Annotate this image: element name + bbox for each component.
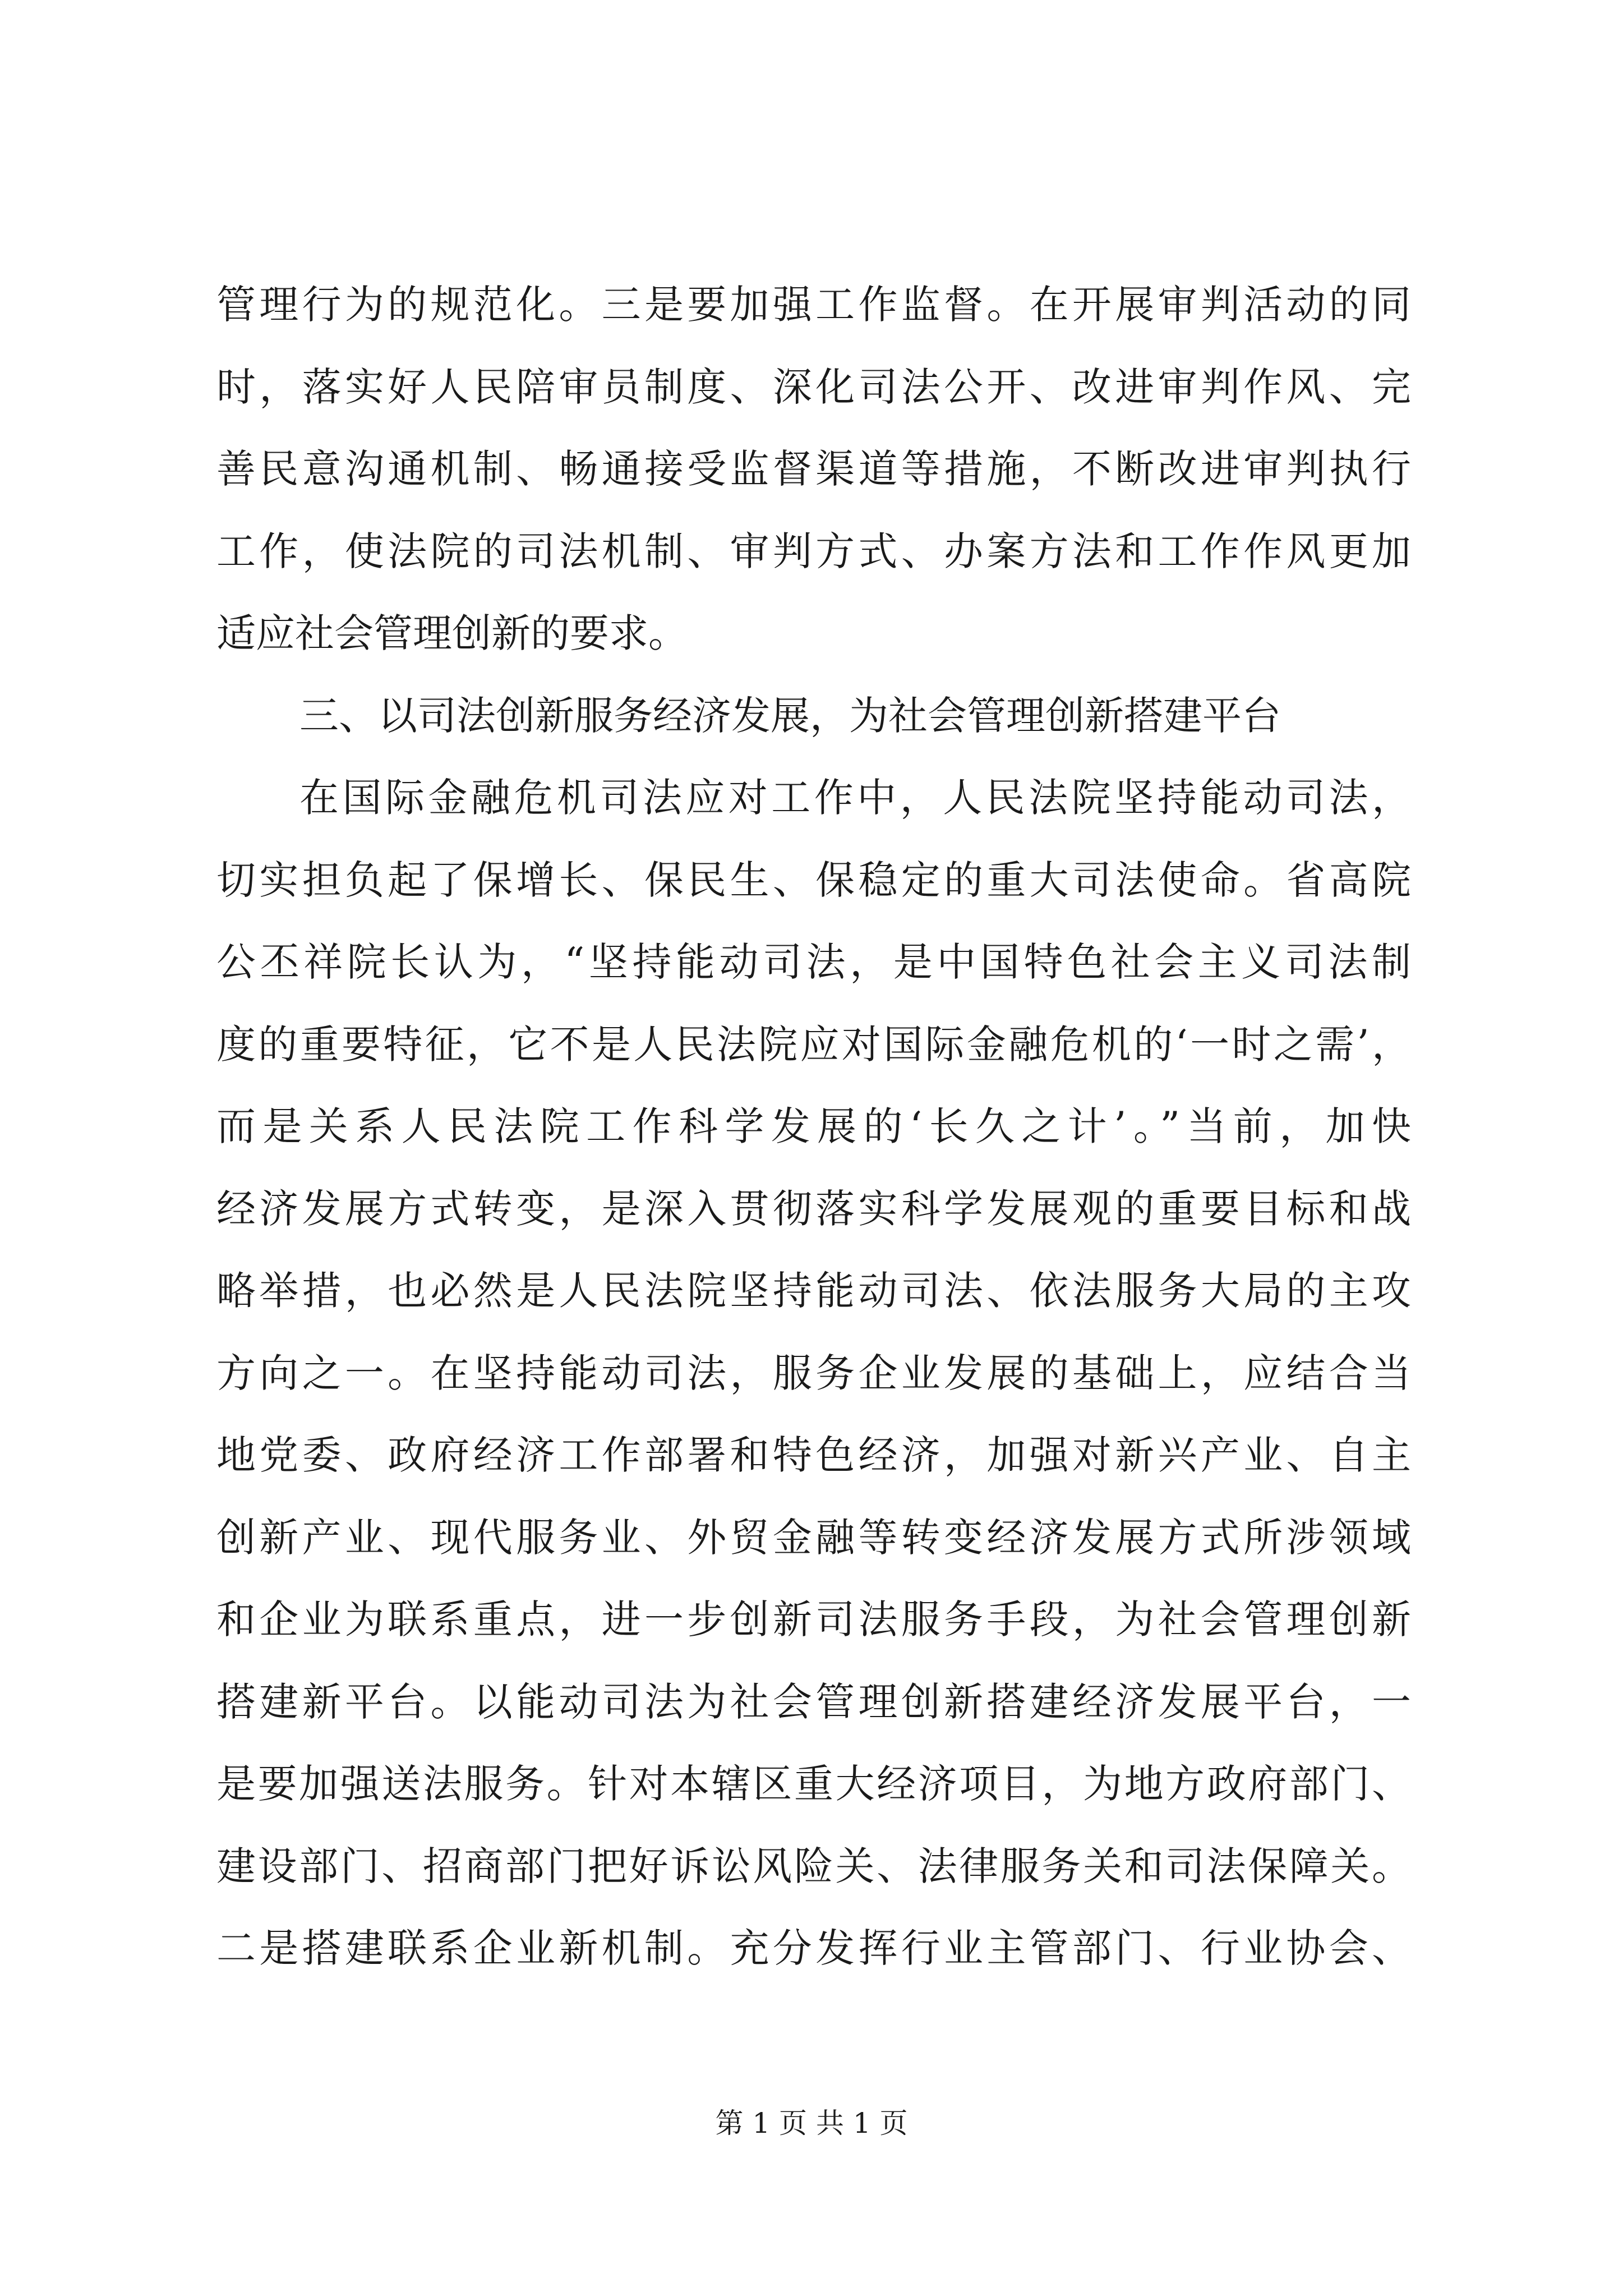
text-line: 适应社会管理创新的要求。 — [216, 610, 688, 656]
text-line: 二是搭建联系企业新机制。充分发挥行业主管部门、行业协会、 — [216, 1925, 1411, 1971]
text-line: 时，落实好人民陪审员制度、深化司法公开、改进审判作风、完 — [216, 364, 1411, 410]
text-line: 方向之一。在坚持能动司法，服务企业发展的基础上，应结合当 — [216, 1350, 1411, 1396]
text-line: 在国际金融危机司法应对工作中，人民法院坚持能动司法， — [299, 775, 1411, 821]
text-line: 公丕祥院长认为，“坚持能动司法，是中国特色社会主义司法制 — [216, 939, 1411, 985]
text-line: 管理行为的规范化。三是要加强工作监督。在开展审判活动的同 — [216, 282, 1411, 328]
text-line: 度的重要特征，它不是人民法院应对国际金融危机的‘一时之需’， — [216, 1021, 1411, 1068]
text-line: 工作，使法院的司法机制、审判方式、办案方法和工作作风更加 — [216, 528, 1411, 574]
text-line: 是要加强送法服务。针对本辖区重大经济项目，为地方政府部门、 — [216, 1761, 1411, 1807]
page-footer: 第 1 页 共 1 页 — [715, 2107, 908, 2139]
text-line: 而是关系人民法院工作科学发展的‘长久之计’。”当前，加快 — [216, 1103, 1411, 1149]
body-text — [216, 264, 1411, 1990]
text-line: 切实担负起了保增长、保民生、保稳定的重大司法使命。省高院 — [216, 857, 1411, 903]
text-line: 善民意沟通机制、畅通接受监督渠道等措施，不断改进审判执行 — [216, 446, 1411, 492]
text-line: 建设部门、招商部门把好诉讼风险关、法律服务关和司法保障关。 — [216, 1843, 1411, 1889]
text-line: 搭建新平台。以能动司法为社会管理创新搭建经济发展平台，一 — [216, 1678, 1411, 1725]
text-line: 地党委、政府经济工作部署和特色经济，加强对新兴产业、自主 — [216, 1432, 1411, 1478]
section-heading: 三、以司法创新服务经济发展，为社会管理创新搭建平台 — [299, 692, 1281, 739]
text-line: 经济发展方式转变，是深入贯彻落实科学发展观的重要目标和战 — [216, 1185, 1411, 1232]
text-line: 和企业为联系重点，进一步创新司法服务手段，为社会管理创新 — [216, 1596, 1411, 1642]
text-line: 略举措，也必然是人民法院坚持能动司法、依法服务大局的主攻 — [216, 1268, 1411, 1314]
text-line: 创新产业、现代服务业、外贸金融等转变经济发展方式所涉领域 — [216, 1514, 1411, 1561]
